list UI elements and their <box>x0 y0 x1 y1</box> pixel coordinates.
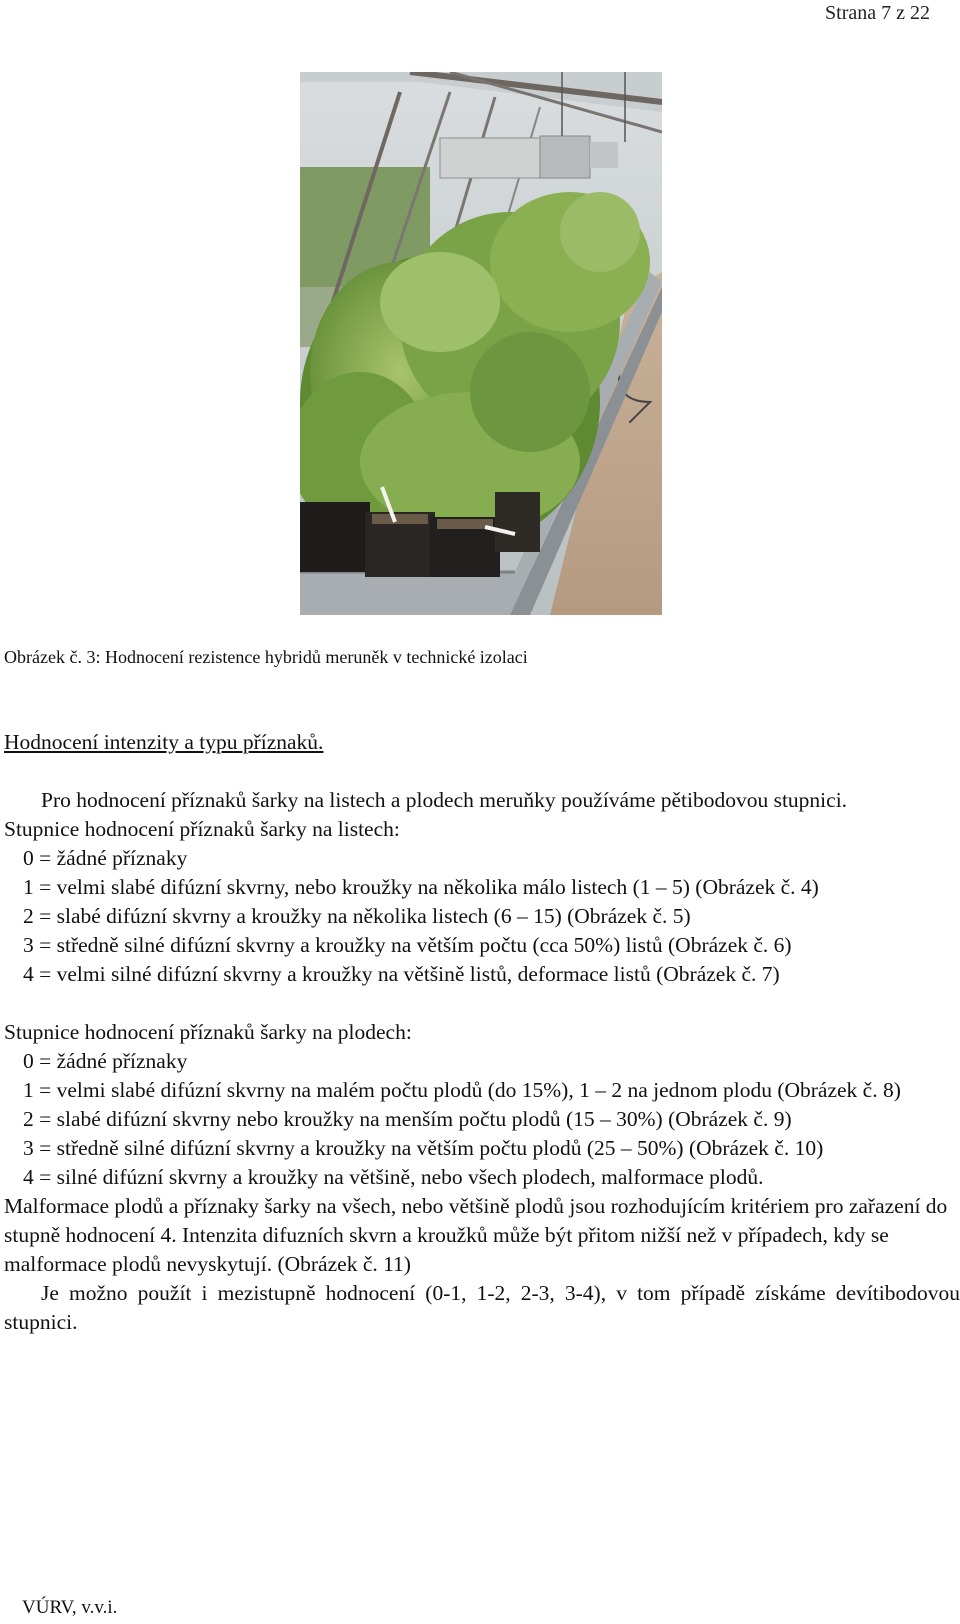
fruits-item: 0 = žádné příznaky <box>23 1049 188 1073</box>
fruits-item: 1 = velmi slabé difúzní skvrny na malém počtu plodů (do 15%), 1 – 2 na jednom plodu (Obrázek č. 8) <box>23 1078 901 1102</box>
malformation-note: Malformace plodů a příznaky šarky na všech, nebo většině plodů jsou rozhodujícím kritériem pro zařazení do stupně hodnocení 4. Intenzita difuzních skvrn a kroužků může být přitom nižší než v případech, kdy se malformace plodů nevyskytují. (Obrázek č. 11) <box>4 1194 948 1276</box>
closing-paragraph: Je možno použít i mezistupně hodnocení (0-1, 1-2, 2-3, 3-4), v tom případě získáme devítibodovou stupnici. <box>4 1281 960 1334</box>
page-number: Strana 7 z 22 <box>825 2 930 24</box>
footer-org: VÚRV, v.v.i. <box>22 1597 118 1618</box>
figure-caption: Obrázek č. 3: Hodnocení rezistence hybridů meruněk v technické izolaci <box>4 647 528 667</box>
document-body <box>4 728 960 1337</box>
leaves-item: 0 = žádné příznaky <box>23 846 188 870</box>
fruits-item: 4 = silné difúzní skvrny a kroužky na většině, nebo všech plodech, malformace plodů. <box>23 1165 764 1189</box>
section-heading: Hodnocení intenzity a typu příznaků. <box>4 730 324 754</box>
leaves-item: 2 = slabé difúzní skvrny a kroužky na několika listech (6 – 15) (Obrázek č. 5) <box>23 904 691 928</box>
fruits-scale-title: Stupnice hodnocení příznaků šarky na plodech: <box>4 1020 412 1044</box>
leaves-item: 4 = velmi silné difúzní skvrny a kroužky na většině listů, deformace listů (Obrázek č. 7) <box>23 962 780 986</box>
intro-paragraph: Pro hodnocení příznaků šarky na listech a plodech meruňky používáme pětibodovou stupnici. <box>41 788 848 812</box>
greenhouse-photo <box>300 72 662 615</box>
leaves-scale-title: Stupnice hodnocení příznaků šarky na listech: <box>4 817 400 841</box>
fruits-item: 2 = slabé difúzní skvrny nebo kroužky na menším počtu plodů (15 – 30%) (Obrázek č. 9) <box>23 1107 792 1131</box>
fruits-item: 3 = středně silné difúzní skvrny a kroužky na větším počtu plodů (25 – 50%) (Obrázek č. 10) <box>23 1136 824 1160</box>
leaves-item: 3 = středně silné difúzní skvrny a kroužky na větším počtu (cca 50%) listů (Obrázek č. 6) <box>23 933 792 957</box>
leaves-item: 1 = velmi slabé difúzní skvrny, nebo kroužky na několika málo listech (1 – 5) (Obrázek č. 4) <box>23 875 819 899</box>
